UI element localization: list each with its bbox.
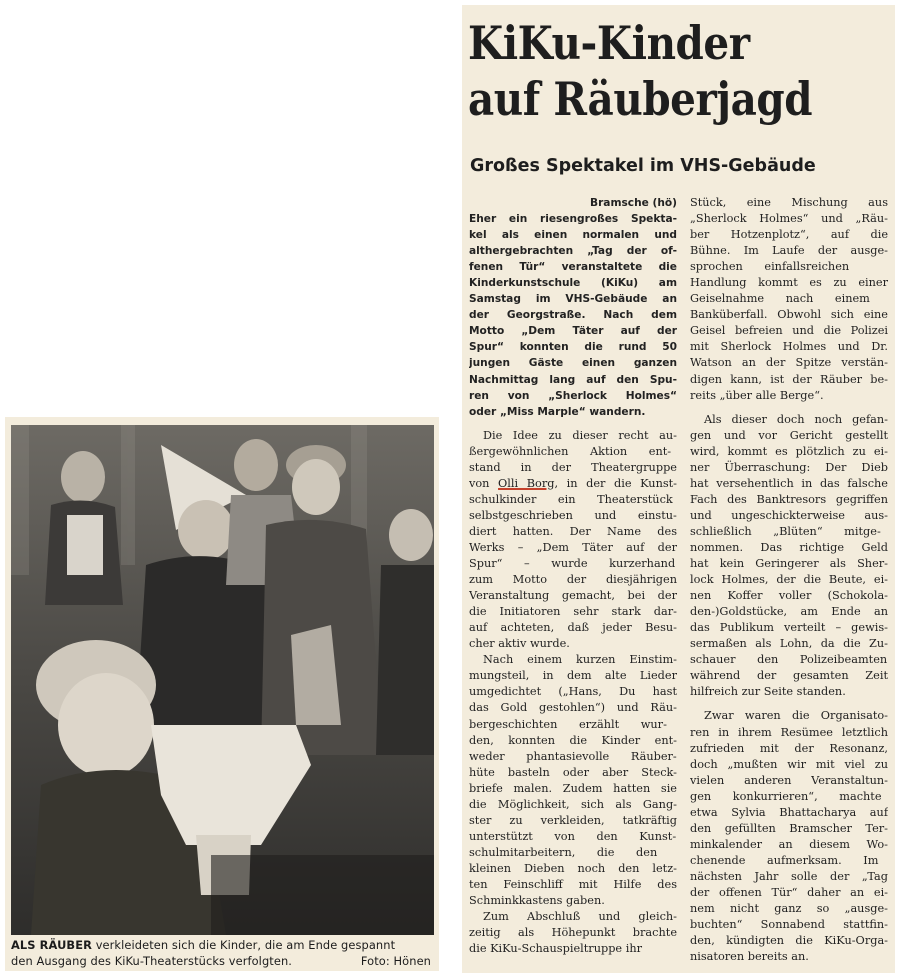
text-line: Bühne. Im Laufe der ausge- [690,244,888,258]
text-line: sermaßen als Lohn, da die Zu- [690,637,888,651]
text-line: Watson an der Spitze verstän- [690,356,888,370]
text-line: zeitig als Höhepunkt brachte [469,926,677,940]
paragraph-gap [690,404,888,412]
text-line: hat kein Geringerer als Sher- [690,557,888,571]
newspaper-article [462,5,895,973]
caption-line-1 [11,937,435,953]
text-line: Samstag im VHS-Gebäude an [469,293,677,306]
text-line: Bramsche (hö) [590,197,677,209]
text-line: Fach des Banktresors gegriffen [690,492,888,506]
caption-keyword: ALS RÄUBER [11,938,92,952]
text-line: zum Motto der diesjährigen [469,573,677,587]
text-line: Zum Abschluß und gleich- [483,910,677,924]
text-line: zufrieden mit der Resonanz, [690,741,888,755]
text-line: sprochen einfallsreichen [690,260,850,274]
text-line: von Olli Borg, in der die Kunst- [469,476,677,490]
headline-line-1: KiKu-Kinder [468,16,750,70]
text-line: Spur“ konnten die rund 50 [469,341,677,354]
text-line: Werks – „Dem Täter auf der [469,540,677,554]
text-line: „Sherlock Holmes“ und „Räu- [690,212,888,226]
text-line: Zwar waren die Organisato- [704,709,888,723]
photo-caption [11,937,435,969]
text-line: wird, kommt es plötzlich zu ei- [690,444,888,458]
text-line: schulkinder ein Theaterstück [469,492,673,506]
text-line: ner Überraschung: Der Dieb [690,460,888,474]
caption-line-1-text: verkleideten sich die Kinder, die am Ende gespannt [91,938,396,952]
text-line: Veranstaltung gemacht, bei der [469,589,677,603]
text-line: umgedichtet („Hans, Du hast [469,685,677,699]
text-line: das Gold gestohlen“) und Räu- [469,701,677,715]
text-line: vielen anderen Veranstaltun- [690,773,888,787]
text-line: während der gesamten Zeit [690,669,888,683]
text-line: Schminkkastens gaben. [469,894,605,908]
text-line: etwa Sylvia Bhattacharya auf [690,805,888,819]
text-line: den-)Goldstücke, am Ende an [690,605,888,619]
article-column-1 [469,195,677,957]
photo-block [5,417,439,971]
text-line: Geisel befreien und die Polizei [690,324,888,338]
text-line: Handlung kommt es zu einer [690,276,888,290]
text-line: kleinen Dieben noch den letz- [469,861,677,875]
text-line: Nachmittag lang auf den Spu- [469,373,677,386]
text-line: mungsteil, in dem alte Lieder [469,669,677,683]
text-line: digen kann, ist der Räuber be- [690,372,888,386]
text-line: und ungeschickterweise aus- [690,508,888,522]
text-line: schließlich „Blüten“ mitge- [690,524,881,538]
text-line: hilfreich zur Seite standen. [690,685,846,699]
text-line: ren in ihrem Resümee letztlich [690,725,888,739]
text-line: ßergewöhnlichen Aktion ent- [469,444,672,458]
text-line: ten Feinschliff mit Hilfe des [469,877,677,891]
text-line: oder „Miss Marple“ wandern. [469,405,646,418]
text-line: buchten“ Sonnabend stattfin- [690,918,888,932]
text-line: hüte basteln oder aber Steck- [469,765,677,779]
text-line: kel als einen normalen und [469,229,677,242]
headline [468,15,838,127]
text-line: den, kündigten die KiKu-Orga- [690,934,888,948]
text-line: reits „über alle Berge“. [690,388,824,402]
subheadline: Großes Spektakel im VHS-Gebäude [470,156,816,176]
text-line: lock Holmes, der die Beute, ei- [690,573,888,587]
text-line: die Initiatoren sehr stark dar- [469,605,677,619]
text-line: nem nicht ganz so „ausge- [690,902,888,916]
text-line: der offenen Tür“ daher an ei- [690,885,888,899]
text-line: Kinderkunstschule (KiKu) am [469,277,677,290]
text-line: Eher ein riesengroßes Spekta- [469,213,677,226]
children-costume-photo [11,425,434,935]
text-line: hat versehentlich in das falsche [690,476,888,490]
text-line: die KiKu-Schauspieltruppe ihr [469,942,642,956]
text-line: Motto „Dem Täter auf der [469,325,677,338]
text-line: selbstgeschrieben und einstu- [469,508,677,522]
text-line: schulmitarbeitern, die den [469,845,658,859]
text-line: jungen Gäste einen ganzen [469,357,677,370]
caption-line-2 [11,953,435,969]
text-line: diert hatten. Der Name des [469,524,677,538]
text-line: ster zu verkleiden, tatkräftig [469,813,677,827]
text-line: doch „mußten wir mit viel zu [690,757,888,771]
text-line: nen Koffer voller (Schokola- [690,589,888,603]
text-line: ber Hotzenplotz“, auf die [690,228,888,242]
text-line: nisatoren bereits an. [690,950,809,964]
text-line: der Georgstraße. Nach dem [469,309,677,322]
article-column-2 [690,195,888,965]
text-line: ren von „Sherlock Holmes“ [469,389,677,402]
text-line: schauer den Polizeibeamten [690,653,888,667]
text-line: den, konnten die Kinder ent- [469,733,677,747]
text-line: nommen. Das richtige Geld [690,540,888,554]
text-line: Geiselnahme nach einem [690,292,870,306]
text-line: Nach einem kurzen Einstim- [483,653,677,667]
text-line: weder phantasievolle Räuber- [469,749,677,763]
text-line: den gefüllten Bramscher Ter- [690,821,888,835]
paragraph-gap [469,420,677,428]
headline-line-2: auf Räuberjagd [468,72,813,126]
paragraph-gap [690,700,888,708]
photo-credit: Foto: Hönen [360,954,431,968]
text-line: bergeschichten erzählt wur- [469,717,667,731]
text-line: gen konkurrieren“, machte [690,789,882,803]
text-line: Als dieser doch noch gefan- [704,412,888,426]
caption-line-2-text: den Ausgang des KiKu-Theaterstücks verfolgten. [11,954,292,968]
text-line: fenen Tür“ veranstaltete die [469,261,677,274]
text-line: nächsten Jahr solle der „Tag [690,869,888,883]
text-line: Stück, eine Mischung aus [690,196,888,209]
text-line: cher aktiv wurde. [469,637,570,651]
news-photo [11,425,434,935]
text-line: minkalender an diesem Wo- [690,837,888,851]
text-line: das Publikum verteilt – gewis- [690,621,888,635]
text-line: stand in der Theatergruppe [469,460,677,474]
text-line: chenende aufmerksam. Im [690,853,879,867]
text-line: unterstützt von den Kunst- [469,829,677,843]
text-line: die Möglichkeit, sich als Gang- [469,797,677,811]
text-line: auf achteten, daß jeder Besu- [469,621,677,635]
text-line: Banküberfall. Obwohl sich eine [690,308,888,322]
text-line: briefe malen. Zudem hatten sie [469,781,677,795]
text-line: althergebrachten „Tag der of- [469,245,677,258]
text-line: mit Sherlock Holmes und Dr. [690,340,888,354]
text-line: Die Idee zu dieser recht au- [483,428,677,442]
text-line: gen und vor Gericht gestellt [690,428,888,442]
text-line: Spur“ – wurde kurzerhand [469,557,676,571]
